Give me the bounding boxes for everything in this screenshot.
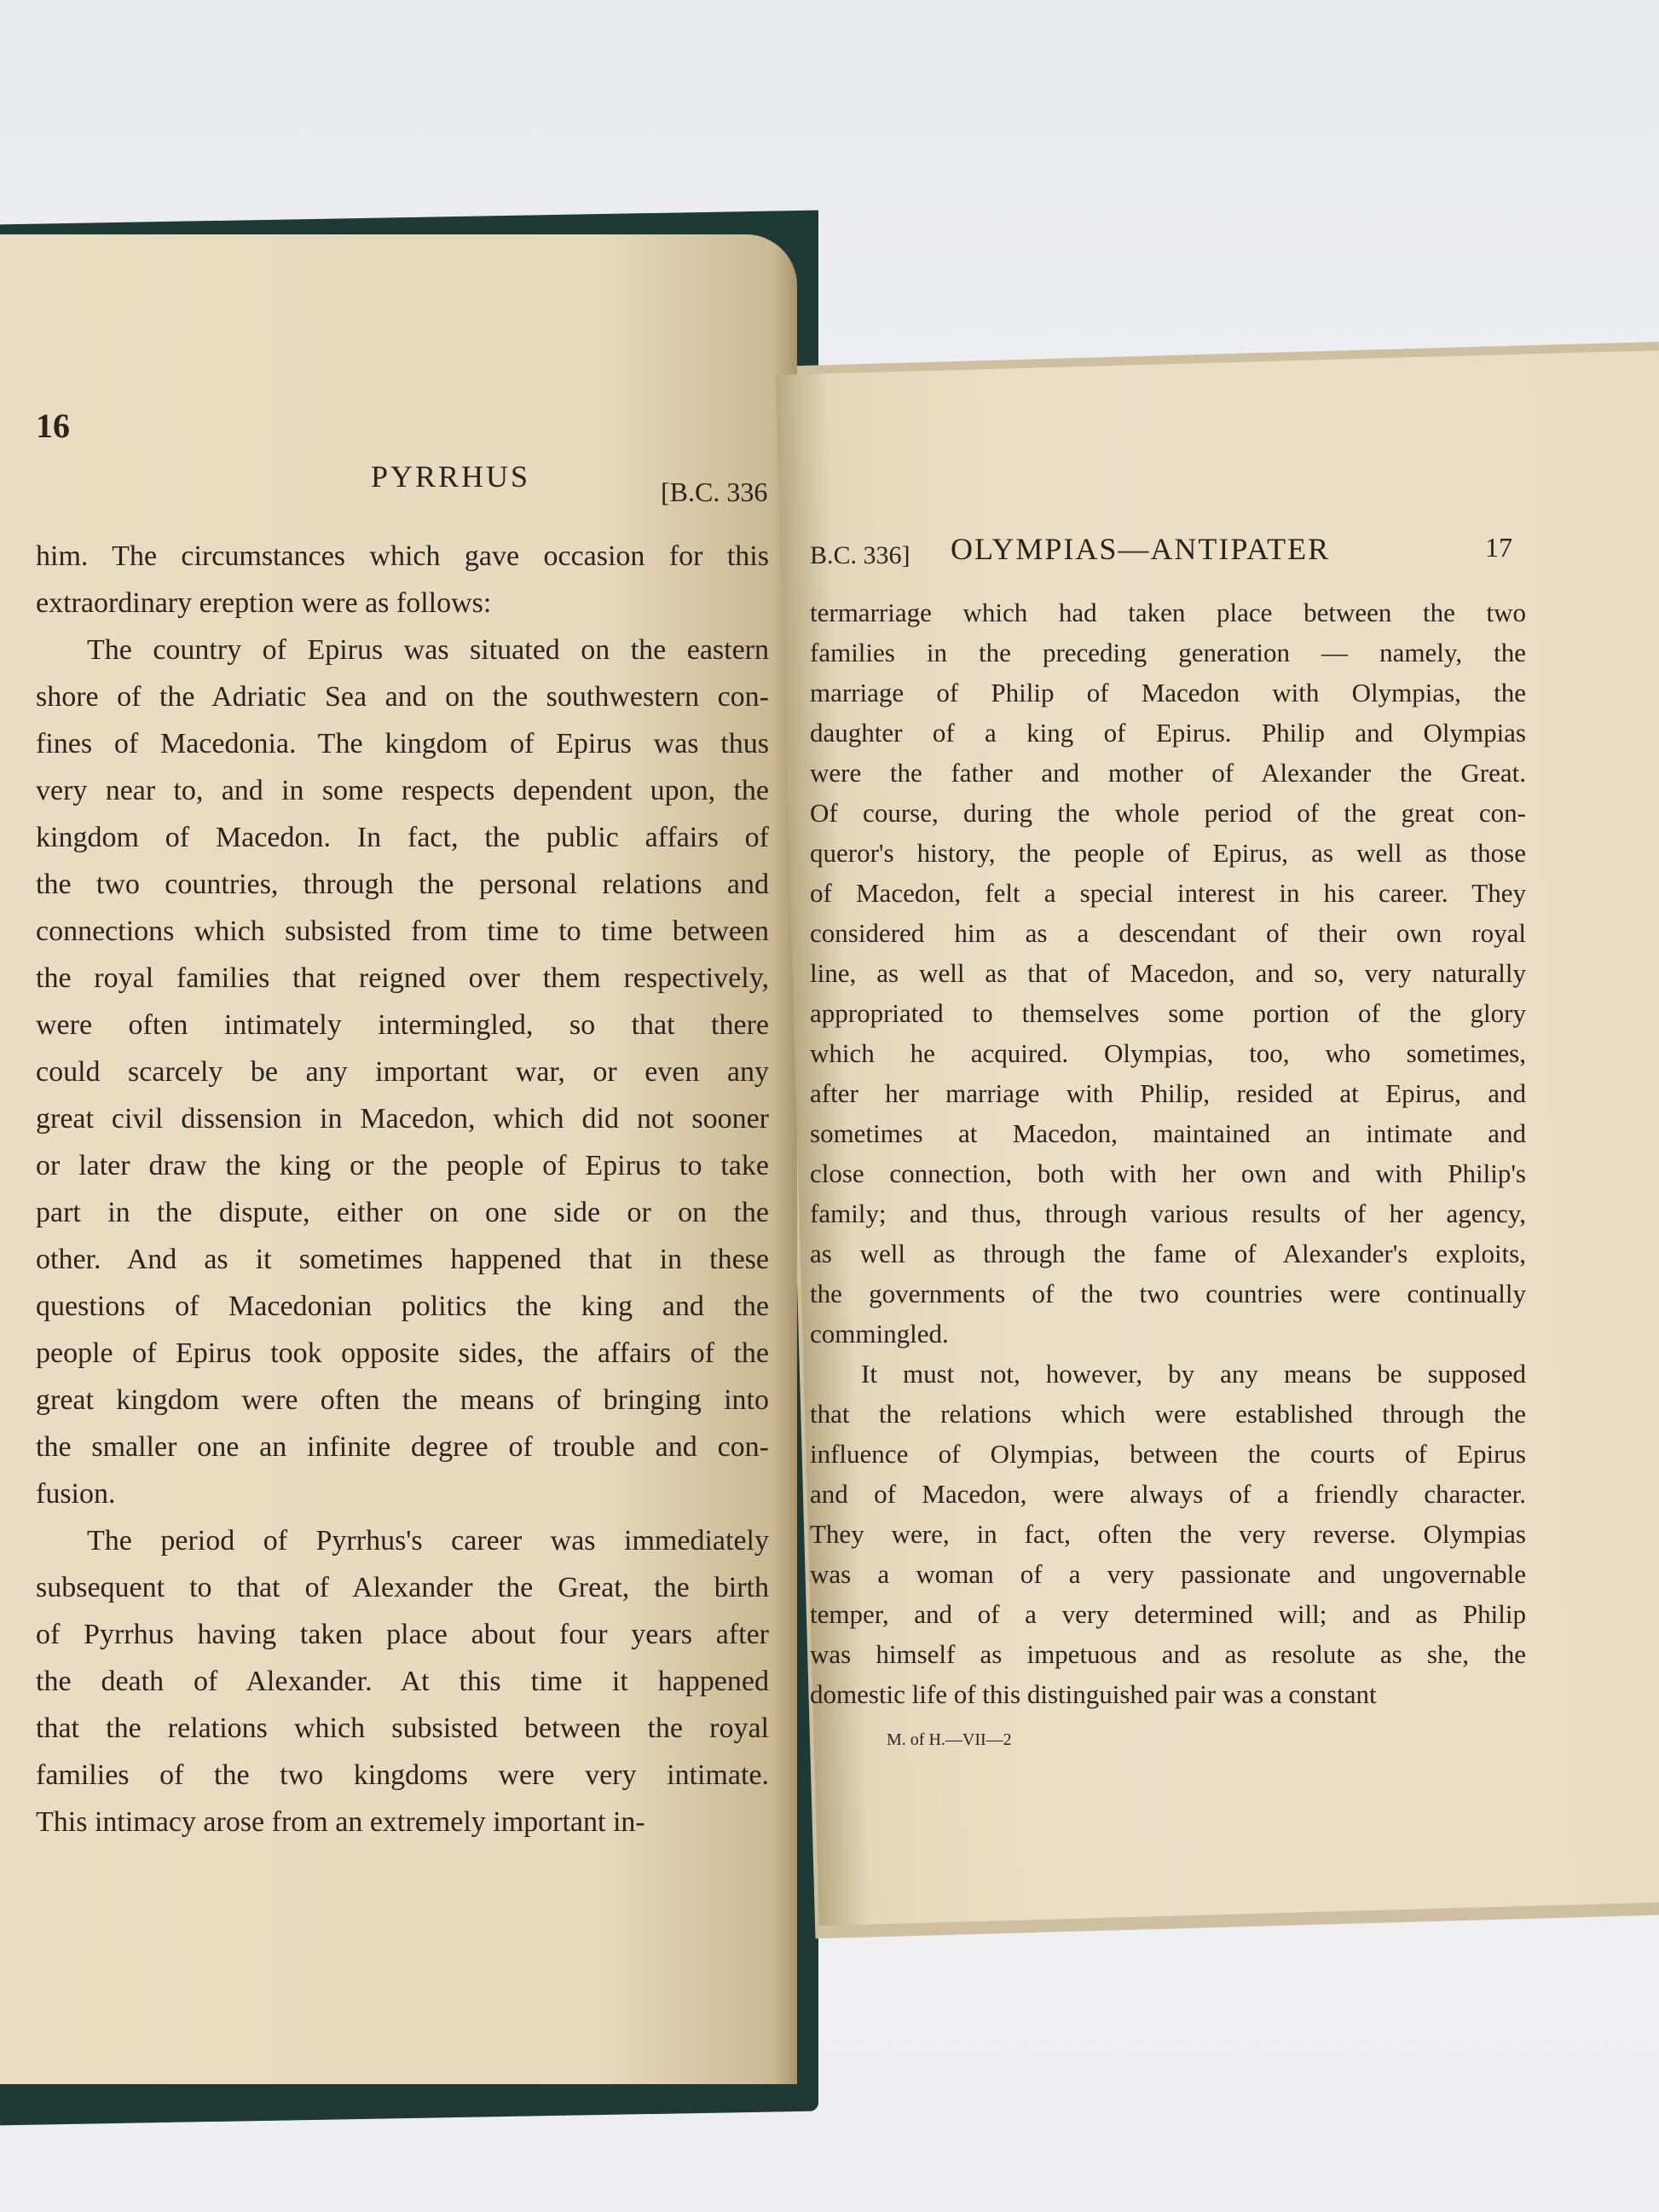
left-page-text <box>36 533 769 1845</box>
text-line: families in the preceding generation — namely, the <box>810 638 1526 667</box>
text-line: the governments of the two countries were continually <box>810 1279 1526 1308</box>
text-line: They were, in fact, often the very reverse. Olympias <box>810 1519 1526 1549</box>
text-line: or later draw the king or the people of Epirus to take <box>36 1150 769 1181</box>
text-line: great kingdom were often the means of bringing into <box>36 1384 769 1416</box>
text-line: was a woman of a very passionate and ungovernable <box>810 1559 1526 1589</box>
text-line: that the relations which were established through the <box>810 1399 1526 1429</box>
text-line: were the father and mother of Alexander the Great. <box>810 758 1526 788</box>
text-line: him. The circumstances which gave occasion for this <box>36 540 769 572</box>
text-line: the two countries, through the personal relations and <box>36 869 769 900</box>
text-line: fusion. <box>36 1478 116 1510</box>
text-line: marriage of Philip of Macedon with Olympias, the <box>810 678 1526 707</box>
text-line: shore of the Adriatic Sea and on the southwestern con- <box>36 681 769 713</box>
left-page-number: 16 <box>36 407 70 445</box>
text-line: sometimes at Macedon, maintained an intimate and <box>810 1118 1526 1148</box>
text-line: kingdom of Macedon. In fact, the public affairs of <box>36 822 769 853</box>
text-line: commingled. <box>810 1319 949 1349</box>
text-line: The period of Pyrrhus's career was immediately <box>87 1525 769 1556</box>
text-line: considered him as a descendant of their own royal <box>810 918 1526 948</box>
text-line: Of course, during the whole period of the great con- <box>810 798 1526 828</box>
text-line: were often intimately intermingled, so that there <box>36 1009 769 1041</box>
text-line: family; and thus, through various results of her agency, <box>810 1198 1526 1228</box>
text-line: close connection, both with her own and with Philip's <box>810 1158 1526 1188</box>
text-line: The country of Epirus was situated on the eastern <box>87 634 769 666</box>
text-line: line, as well as that of Macedon, and so, very naturally <box>810 958 1526 988</box>
text-line: part in the dispute, either on one side or on the <box>36 1197 769 1228</box>
right-date-marker: B.C. 336] <box>810 541 910 569</box>
text-line: of Pyrrhus having taken place about four years after <box>36 1619 769 1650</box>
text-line: very near to, and in some respects dependent upon, the <box>36 775 769 806</box>
text-line: which he acquired. Olympias, too, who sometimes, <box>810 1038 1526 1068</box>
right-page-text <box>810 592 1526 1714</box>
text-line: people of Epirus took opposite sides, the affairs of the <box>36 1337 769 1369</box>
text-line: great civil dissension in Macedon, which did not sooner <box>36 1103 769 1135</box>
text-line: of Macedon, felt a special interest in his career. They <box>810 878 1526 908</box>
text-line: as well as through the fame of Alexander's exploits, <box>810 1239 1526 1268</box>
text-line: was himself as impetuous and as resolute as she, the <box>810 1639 1526 1669</box>
text-line: other. And as it sometimes happened that in these <box>36 1244 769 1275</box>
text-line: influence of Olympias, between the courts of Epirus <box>810 1439 1526 1469</box>
left-date-marker: [B.C. 336 <box>661 476 768 507</box>
text-line: the death of Alexander. At this time it happened <box>36 1666 769 1697</box>
right-page-number: 17 <box>1485 532 1512 563</box>
left-running-title: PYRRHUS <box>371 459 531 494</box>
text-line: It must not, however, by any means be supposed <box>861 1359 1526 1389</box>
text-line: that the relations which subsisted between the royal <box>36 1712 769 1744</box>
text-line: the royal families that reigned over them respectively, <box>36 962 769 994</box>
signature-mark: M. of H.—VII—2 <box>887 1730 1012 1749</box>
text-line: and of Macedon, were always of a friendly character. <box>810 1479 1526 1509</box>
text-line: subsequent to that of Alexander the Great, the birth <box>36 1572 769 1603</box>
text-line: questions of Macedonian politics the king and the <box>36 1291 769 1322</box>
right-running-title: OLYMPIAS—ANTIPATER <box>951 532 1331 566</box>
text-line: extraordinary ereption were as follows: <box>36 587 492 619</box>
text-line: the smaller one an infinite degree of trouble and con- <box>36 1431 769 1463</box>
text-line: connections which subsisted from time to time between <box>36 915 769 947</box>
text-line: fines of Macedonia. The kingdom of Epirus was thus <box>36 728 769 759</box>
text-line: This intimacy arose from an extremely important in- <box>36 1806 645 1838</box>
text-line: appropriated to themselves some portion of the glory <box>810 998 1526 1028</box>
text-line: daughter of a king of Epirus. Philip and Olympias <box>810 718 1526 748</box>
text-line: queror's history, the people of Epirus, as well as those <box>810 838 1526 868</box>
text-line: after her marriage with Philip, resided at Epirus, and <box>810 1078 1526 1108</box>
text-line: domestic life of this distinguished pair was a constant <box>810 1679 1377 1709</box>
text-line: families of the two kingdoms were very intimate. <box>36 1759 769 1791</box>
text-line: could scarcely be any important war, or even any <box>36 1056 769 1088</box>
text-line: temper, and of a very determined will; and as Philip <box>810 1599 1526 1629</box>
text-line: termarriage which had taken place between the two <box>810 598 1526 627</box>
